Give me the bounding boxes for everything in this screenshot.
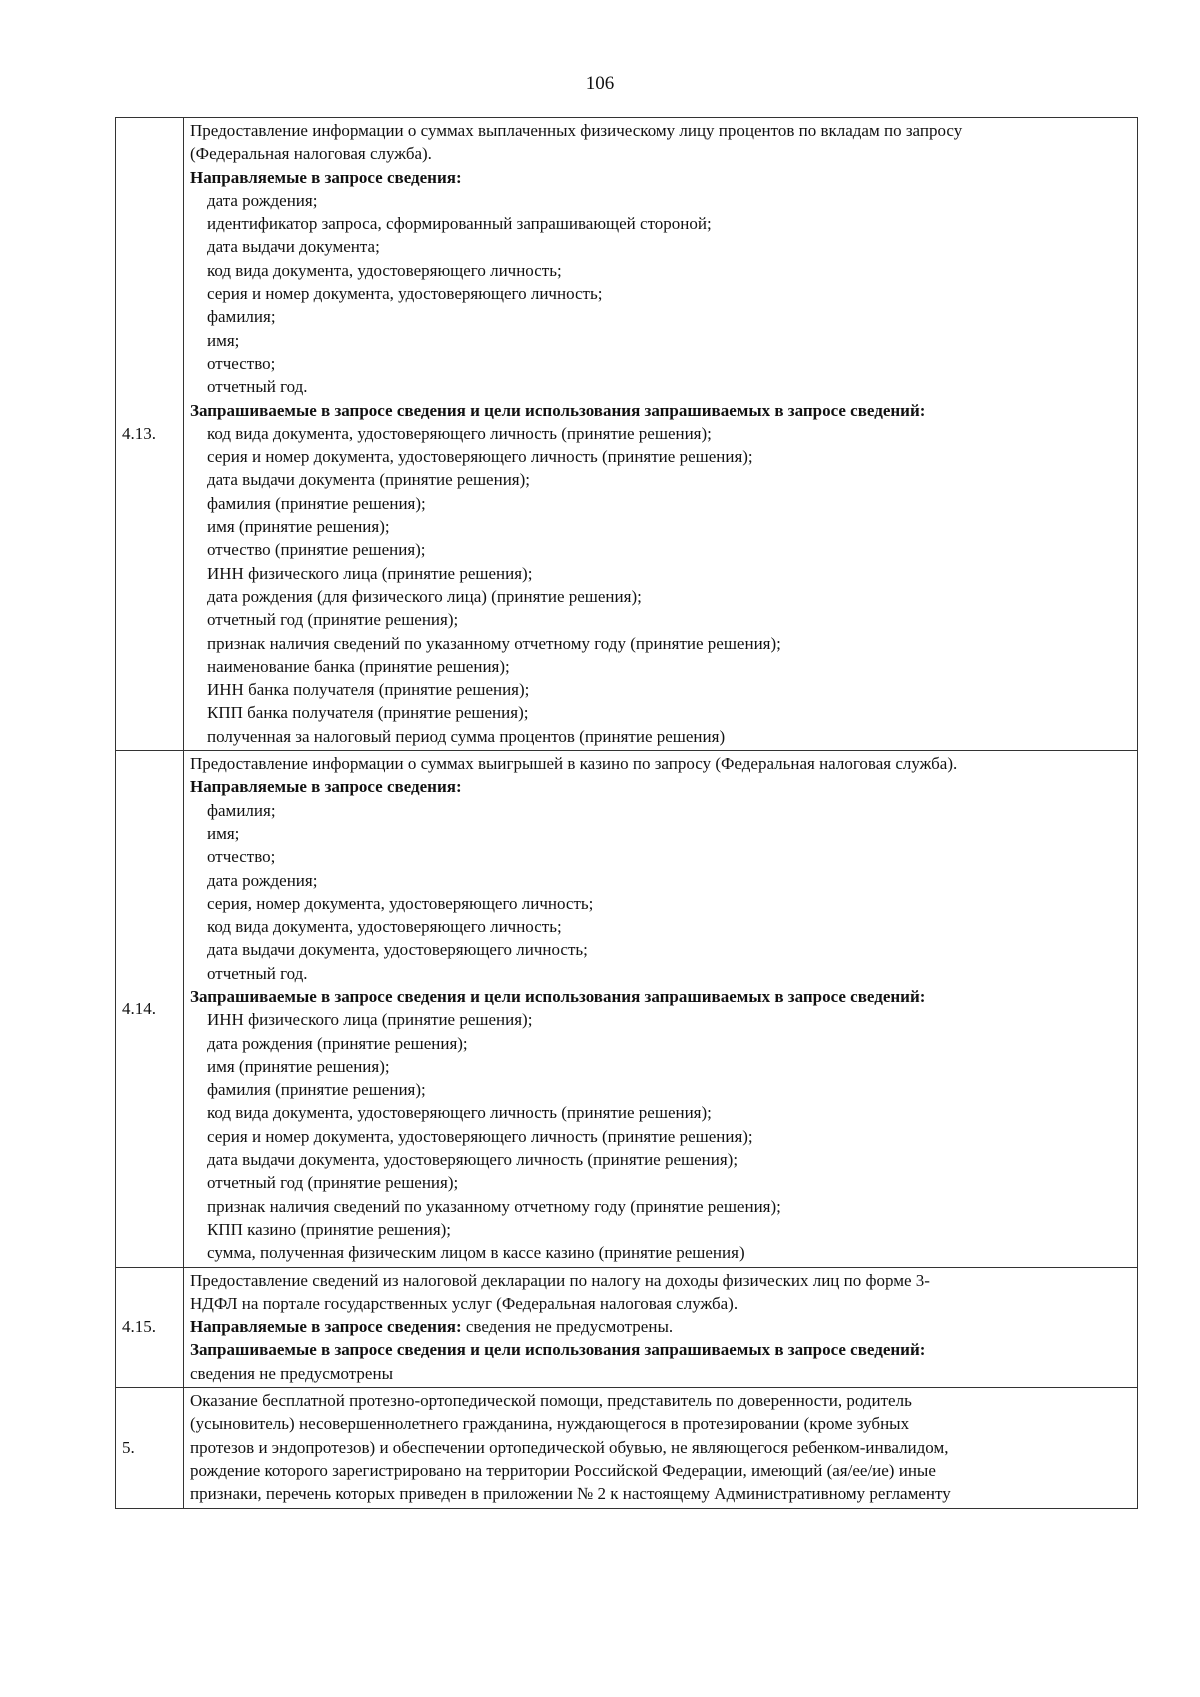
list-item: отчетный год (принятие решения); [207,610,459,630]
table-row [116,1388,1138,1508]
requested-heading: Запрашиваемые в запросе сведения и цели использования запрашиваемых в запросе сведений: [190,986,926,1006]
list-item: дата рождения (для физического лица) (принятие решения); [207,586,642,606]
requirements-table [115,117,1138,1509]
intro-line: НДФЛ на портале государственных услуг (Федеральная налоговая служба). [190,1293,739,1313]
list-item: отчетный год. [207,377,308,397]
list-item: код вида документа, удостоверяющего личность; [207,260,562,280]
list-item: имя (принятие решения); [207,1056,390,1076]
list-item: серия, номер документа, удостоверяющего личность; [207,893,594,913]
list-item: отчество; [207,847,276,867]
list-item: фамилия (принятие решения); [207,1080,426,1100]
intro-line: Предоставление информации о суммах выигрышей в казино по запросу (Федеральная налоговая служба). [190,754,958,774]
text-line: Оказание бесплатной протезно-ортопедической помощи, представитель по доверенности, родитель [190,1391,912,1411]
list-item: отчество (принятие решения); [207,540,426,560]
table-row [116,751,1138,1268]
row-number: 5. [116,1388,184,1508]
sent-heading: Направляемые в запросе сведения: [190,167,462,187]
list-item: дата рождения; [207,190,318,210]
list-item: дата выдачи документа; [207,237,380,257]
page-number: 106 [585,73,615,94]
list-item: сумма, полученная физическим лицом в кассе казино (принятие решения) [207,1243,745,1263]
text-line: (усыновитель) несовершеннолетнего гражданина, нуждающегося в протезировании (кроме зубных [190,1414,910,1434]
row-number: 4.13. [116,118,184,751]
list-item: отчество; [207,353,276,373]
list-item: фамилия; [207,800,276,820]
table-row [116,1267,1138,1387]
sent-heading: Направляемые в запросе сведения: [190,1317,462,1337]
list-item: имя; [207,330,240,350]
list-item: ИНН физического лица (принятие решения); [207,1010,533,1030]
requested-heading: Запрашиваемые в запросе сведения и цели использования запрашиваемых в запросе сведений: [190,1340,926,1360]
list-item: код вида документа, удостоверяющего личность (принятие решения); [207,1103,712,1123]
list-item: ИНН физического лица (принятие решения); [207,563,533,583]
list-item: фамилия; [207,307,276,327]
text-line: признаки, перечень которых приведен в приложении № 2 к настоящему Административному регламенту [190,1484,951,1504]
intro-line: Предоставление сведений из налоговой декларации по налогу на доходы физических лиц по форме 3- [190,1270,930,1290]
list-item: дата выдачи документа, удостоверяющего личность; [207,940,588,960]
list-item: серия и номер документа, удостоверяющего личность (принятие решения); [207,447,753,467]
text-line: протезов и эндопротезов) и обеспечении ортопедической обувью, не являющегося ребенком-инвалидом, [190,1437,949,1457]
list-item: КПП казино (принятие решения); [207,1219,452,1239]
list-item: дата рождения; [207,870,318,890]
requested-heading: Запрашиваемые в запросе сведения и цели использования запрашиваемых в запросе сведений: [190,400,926,420]
list-item: признак наличия сведений по указанному отчетному году (принятие решения); [207,633,781,653]
row-content [184,1267,1138,1387]
list-item: серия и номер документа, удостоверяющего личность; [207,284,603,304]
sent-text: сведения не предусмотрены. [461,1317,674,1337]
intro-line: (Федеральная налоговая служба). [190,144,432,164]
list-item: КПП банка получателя (принятие решения); [207,703,529,723]
list-item: отчетный год (принятие решения); [207,1173,459,1193]
table-row [116,118,1138,751]
list-item: дата рождения (принятие решения); [207,1033,468,1053]
list-item: ИНН банка получателя (принятие решения); [207,680,530,700]
sent-line [190,1315,1133,1338]
list-item: идентификатор запроса, сформированный запрашивающей стороной; [207,214,712,234]
intro-line: Предоставление информации о суммах выплаченных физическому лицу процентов по вкладам по запросу [190,121,963,140]
list-item: отчетный год. [207,963,308,983]
requested-text: сведения не предусмотрены [190,1363,393,1383]
row-number: 4.14. [116,751,184,1268]
list-item: фамилия (принятие решения); [207,493,426,513]
list-item: полученная за налоговый период сумма процентов (принятие решения) [207,726,726,746]
text-line: рождение которого зарегистрировано на территории Российской Федерации, имеющий (ая/ее/ие) иные [190,1460,936,1480]
list-item: имя; [207,823,240,843]
row-content [184,1388,1138,1508]
sent-heading: Направляемые в запросе сведения: [190,777,462,797]
list-item: серия и номер документа, удостоверяющего личность (принятие решения); [207,1126,753,1146]
list-item: код вида документа, удостоверяющего личность (принятие решения); [207,423,712,443]
list-item: имя (принятие решения); [207,517,390,537]
list-item: признак наличия сведений по указанному отчетному году (принятие решения); [207,1196,781,1216]
list-item: наименование банка (принятие решения); [207,656,510,676]
list-item: код вида документа, удостоверяющего личность; [207,917,562,937]
row-content [184,118,1138,751]
list-item: дата выдачи документа (принятие решения); [207,470,530,490]
list-item: дата выдачи документа, удостоверяющего личность (принятие решения); [207,1150,739,1170]
row-content [184,751,1138,1268]
row-number: 4.15. [116,1267,184,1387]
